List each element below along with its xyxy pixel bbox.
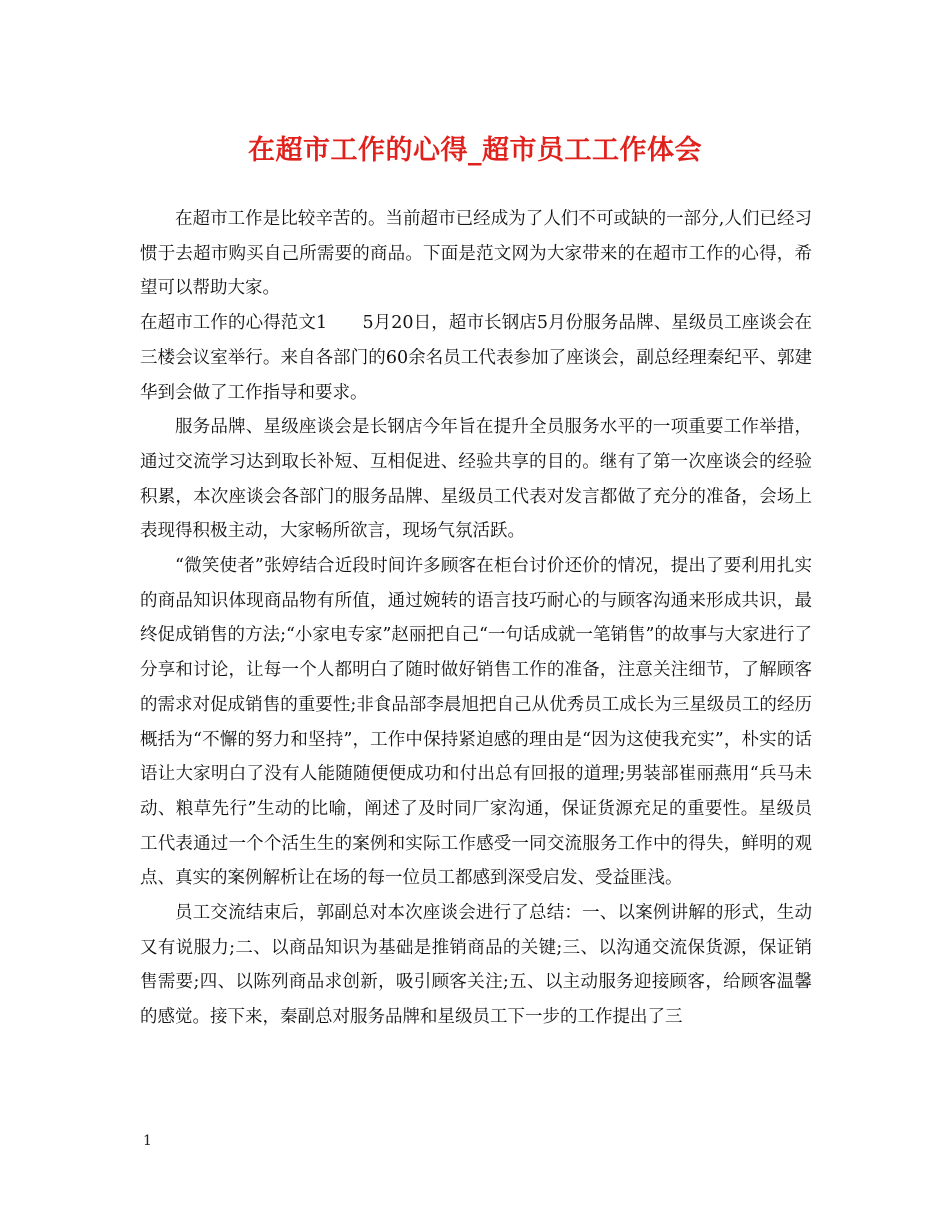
document-title: 在超市工作的心得_超市员工工作体会	[248, 135, 702, 166]
page-number: 1	[143, 1133, 152, 1149]
paragraph-sample-1: 在超市工作的心得范文1 5月20日，超市长钢店5月份服务品牌、星级员工座谈会在三楼会议室举行。来自各部门的60余名员工代表参加了座谈会，副总经理秦纪平、郭建华到会做了工作指导和要求。	[140, 313, 812, 403]
paragraph-meeting-purpose: 服务品牌、星级座谈会是长钢店今年旨在提升全员服务水平的一项重要工作举措，通过交流学习达到取长补短、互相促进、经验共享的目的。继有了第一次座谈会的经验积累，本次座谈会各部门的服务品牌、星级员工代表对发言都做了充分的准备，会场上表现得积极主动，大家畅所欲言，现场气氛活跃。	[140, 417, 812, 542]
paragraph-intro: 在超市工作是比较辛苦的。当前超市已经成为了人们不可或缺的一部分,人们已经习惯于去超市购买自己所需要的商品。下面是范文网为大家带来的在超市工作的心得，希望可以帮助大家。	[140, 209, 812, 299]
paragraph-summary: 员工交流结束后，郭副总对本次座谈会进行了总结：一、以案例讲解的形式，生动又有说服力;二、以商品知识为基础是推销商品的关键;三、以沟通交流保货源，保证销售需要;四、以陈列商品求创新，吸引顾客关注;五、以主动服务迎接顾客，给顾客温馨的感觉。接下来，秦副总对服务品牌和星级员工下一步的工作提出了三	[140, 903, 812, 1028]
document-body	[140, 202, 812, 1035]
paragraph-staff-sharing: “微笑使者”张婷结合近段时间许多顾客在柜台讨价还价的情况，提出了要利用扎实的商品知识体现商品物有所值，通过婉转的语言技巧耐心的与顾客沟通来形成共识，最终促成销售的方法;“小家电专家”赵丽把自己“一句话成就一笔销售”的故事与大家进行了分享和讨论，让每一个人都明白了随时做好销售工作的准备，注意关注细节，了解顾客的需求对促成销售的重要性;非食品部李晨旭把自己从优秀员工成长为三星级员工的经历概括为“不懈的努力和坚持”，工作中保持紧迫感的理由是“因为这使我充实”，朴实的话语让大家明白了没有人能随随便便成功和付出总有回报的道理;男装部崔丽燕用“兵马未动、粮草先行”生动的比喻，阐述了及时同厂家沟通，保证货源充足的重要性。星级员工代表通过一个个活生生的案例和实际工作感受一同交流服务工作中的得失，鲜明的观点、真实的案例解析让在场的每一位员工都感到深受启发、受益匪浅。	[140, 556, 812, 889]
